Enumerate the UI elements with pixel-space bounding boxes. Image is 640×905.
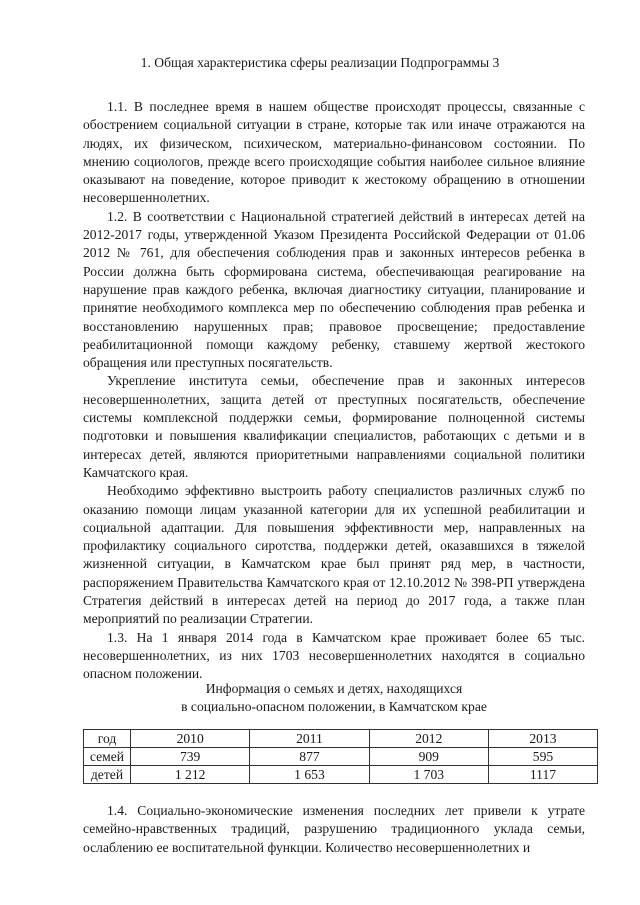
table-row — [84, 748, 598, 766]
table-header-cell: год — [84, 730, 131, 748]
bottom-text — [83, 802, 585, 857]
table-cell: 1117 — [488, 766, 597, 784]
table-cell: 909 — [369, 748, 488, 766]
section-heading: 1. Общая характеристика сферы реализации Подпрограммы 3 — [140, 55, 500, 70]
families-children-table — [83, 729, 598, 784]
table-header-row — [84, 730, 598, 748]
table-header-cell: 2011 — [250, 730, 369, 748]
table-cell: 877 — [250, 748, 369, 766]
table-header-cell: 2012 — [369, 730, 488, 748]
body-text — [83, 98, 585, 684]
paragraph-1-2: 1.2. В соответствии с Национальной стратегией действий в интересах детей на 2012-2017 годы, утвержденной Указом Президента Российской Федерации от 01.06 2012 № 761, для обеспечения соблюдения прав и законных интересов ребенка в России должна быть сформирована система, обеспечивающая реагирование на нарушение прав каждого ребенка, включая диагностику ситуации, планирование и принятие необходимого комплекса мер по обеспечению соблюдения прав ребенка и восстановлению нарушенных прав; правовое просвещение; предоставление реабилитационной помощи каждому ребенку, ставшему жертвой жестокого обращения или преступных посягательств. — [83, 208, 585, 371]
table-row — [84, 766, 598, 784]
table-cell: семей — [84, 748, 131, 766]
paragraph-1-3: 1.3. На 1 января 2014 года в Камчатском крае проживает более 65 тыс. несовершеннолетних, из них 1703 несовершеннолетних находятся в социально опасном положении. — [83, 629, 585, 682]
table-caption-line-1: Информация о семьях и детях, находящихся — [205, 681, 463, 696]
table-cell: 595 — [488, 748, 597, 766]
table-cell: детей — [84, 766, 131, 784]
table-cell: 1 703 — [369, 766, 488, 784]
paragraph-1-1: 1.1. В последнее время в нашем обществе происходят процессы, связанные с обострением социальной ситуации в стране, которые так или иначе отражаются на людях, их физическом, психическом, материально-финансовом состоянии. По мнению социологов, прежде всего происходящие события наиболее сильное влияние оказывают на поведение, которое приводит к жестокому обращению в отношении несовершеннолетних. — [83, 99, 585, 206]
table-caption — [83, 680, 585, 716]
table-cell: 1 212 — [131, 766, 250, 784]
table-header-cell: 2010 — [131, 730, 250, 748]
paragraph-1-4: 1.4. Социально-экономические изменения последних лет привели к утрате семейно-нравственных традиций, разрушению традиционного уклада семьи, ослаблению ее воспитательной функции. Количество несовершеннолетних и — [83, 803, 585, 855]
paragraph-family-institute: Укрепление института семьи, обеспечение прав и законных интересов несовершеннолетних, защита детей от преступных посягательств, обеспечение системы комплексной поддержки семьи, формирование полноценной системы подготовки и повышения квалификации специалистов, работающих с детьми и в интересах детей, являются приоритетными направлениями социальной политики Камчатского края. — [83, 373, 585, 480]
table-header-cell: 2013 — [488, 730, 597, 748]
paragraph-specialists: Необходимо эффективно выстроить работу специалистов различных служб по оказанию помощи лицам указанной категории для их успешной реабилитации и социальной адаптации. Для повышения эффективности мер, направленных на профилактику социального сиротства, поддержки детей, оказавшихся в тяжелой жизненной ситуации, в Камчатском крае был принят ряд мер, в частности, распоряжением Правительства Камчатского края от 12.10.2012 № 398-РП утверждена Стратегия действий в интересах детей на период до 2017 года, а также план мероприятий по реализации Стратегии. — [83, 483, 585, 627]
table-cell: 1 653 — [250, 766, 369, 784]
table-cell: 739 — [131, 748, 250, 766]
table-caption-line-2: в социально-опасном положении, в Камчатском крае — [181, 699, 487, 714]
